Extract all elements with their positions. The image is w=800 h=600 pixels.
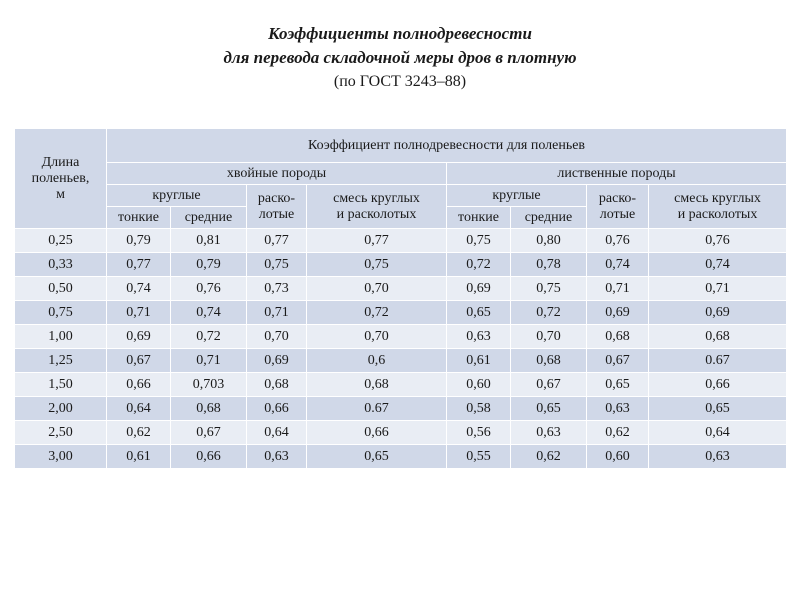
cell-value: 0,65 [511,397,587,421]
conifer-mix-line-1: смесь круглых [333,190,420,206]
cell-value: 0,67 [511,373,587,397]
table-row [15,277,787,301]
table-row [15,445,787,469]
length-header-line-2: поленьев, [31,170,90,186]
cell-value: 0,79 [107,229,171,253]
cell-value: 0,69 [587,301,649,325]
cell-length: 1,50 [15,373,107,397]
title-line-2: для перевода складочной меры дров в плотную [223,48,577,67]
deciduous-medium-header: средние [511,207,587,229]
cell-length: 1,25 [15,349,107,373]
cell-value: 0,72 [511,301,587,325]
cell-value: 0,70 [307,277,447,301]
cell-value: 0,70 [511,325,587,349]
cell-value: 0,703 [171,373,247,397]
table-row [15,301,787,325]
cell-value: 0,67 [171,421,247,445]
cell-value: 0,68 [171,397,247,421]
cell-value: 0,71 [107,301,171,325]
cell-value: 0,70 [247,325,307,349]
cell-value: 0,76 [171,277,247,301]
cell-value: 0,78 [511,253,587,277]
conifer-mix-line-2: и расколотых [336,206,417,222]
cell-value: 0,74 [107,277,171,301]
deciduous-split-header [587,185,649,229]
cell-value: 0,74 [587,253,649,277]
cell-value: 0,63 [649,445,787,469]
cell-value: 0,63 [511,421,587,445]
cell-value: 0,71 [171,349,247,373]
cell-value: 0,71 [649,277,787,301]
cell-length: 3,00 [15,445,107,469]
title-line-1: Коэффициенты полнодревесности [268,24,532,43]
cell-value: 0,61 [447,349,511,373]
cell-value: 0,66 [307,421,447,445]
conifer-thin-header: тонкие [107,207,171,229]
cell-value: 0,63 [447,325,511,349]
cell-value: 0,80 [511,229,587,253]
conifer-group-header: хвойные породы [107,163,447,185]
cell-value: 0,55 [447,445,511,469]
cell-value: 0,76 [587,229,649,253]
cell-length: 1,00 [15,325,107,349]
cell-value: 0,60 [587,445,649,469]
deciduous-group-header: лиственные породы [447,163,787,185]
conifer-split-header [247,185,307,229]
cell-value: 0,64 [649,421,787,445]
cell-value: 0,63 [247,445,307,469]
cell-value: 0.67 [649,349,787,373]
cell-value: 0,72 [171,325,247,349]
table-row [15,373,787,397]
cell-value: 0,60 [447,373,511,397]
cell-value: 0,66 [107,373,171,397]
cell-value: 0,66 [171,445,247,469]
cell-value: 0,63 [587,397,649,421]
cell-value: 0,65 [587,373,649,397]
title-block [0,22,800,94]
cell-value: 0,65 [307,445,447,469]
cell-length: 0,75 [15,301,107,325]
cell-value: 0.67 [307,397,447,421]
cell-value: 0,58 [447,397,511,421]
table-row [15,325,787,349]
cell-value: 0,67 [587,349,649,373]
cell-value: 0,75 [447,229,511,253]
conifer-medium-header: средние [171,207,247,229]
cell-value: 0,68 [511,349,587,373]
table-row [15,253,787,277]
cell-value: 0,62 [511,445,587,469]
cell-value: 0,68 [247,373,307,397]
table-row [15,397,787,421]
cell-value: 0,71 [587,277,649,301]
length-header-line-3: м [56,186,65,202]
deciduous-split-line-2: лотые [599,206,636,222]
cell-value: 0,73 [247,277,307,301]
cell-value: 0,74 [649,253,787,277]
table-row [15,229,787,253]
cell-value: 0,65 [447,301,511,325]
cell-value: 0,69 [247,349,307,373]
cell-value: 0,62 [587,421,649,445]
conifer-split-line-1: раско- [257,190,296,206]
cell-value: 0,69 [107,325,171,349]
cell-value: 0,79 [171,253,247,277]
cell-value: 0,77 [307,229,447,253]
deciduous-mix-header [649,185,787,229]
length-header-line-1: Длина [41,154,80,170]
cell-length: 0,25 [15,229,107,253]
cell-length: 2,00 [15,397,107,421]
cell-value: 0,64 [247,421,307,445]
cell-value: 0,69 [447,277,511,301]
cell-value: 0,66 [247,397,307,421]
cell-value: 0,68 [649,325,787,349]
cell-value: 0,64 [107,397,171,421]
cell-value: 0,74 [171,301,247,325]
cell-value: 0,77 [247,229,307,253]
cell-length: 2,50 [15,421,107,445]
cell-value: 0,75 [247,253,307,277]
cell-value: 0,76 [649,229,787,253]
cell-value: 0,75 [307,253,447,277]
deciduous-mix-line-1: смесь круглых [674,190,761,206]
cell-value: 0,81 [171,229,247,253]
cell-value: 0,6 [307,349,447,373]
table-row [15,349,787,373]
conifer-mix-header [307,185,447,229]
deciduous-split-line-1: раско- [598,190,637,206]
cell-value: 0,69 [649,301,787,325]
cell-value: 0,70 [307,325,447,349]
coefficient-table [14,128,787,469]
deciduous-thin-header: тонкие [447,207,511,229]
cell-value: 0,72 [307,301,447,325]
title-line-3: (по ГОСТ 3243–88) [333,73,467,90]
conifer-split-line-2: лотые [258,206,295,222]
cell-value: 0,68 [307,373,447,397]
cell-value: 0,75 [511,277,587,301]
length-column-header [15,129,107,229]
cell-value: 0,66 [649,373,787,397]
conifer-round-header: круглые [107,185,247,207]
cell-value: 0,61 [107,445,171,469]
cell-value: 0,71 [247,301,307,325]
cell-value: 0,56 [447,421,511,445]
cell-value: 0,65 [649,397,787,421]
cell-value: 0,68 [587,325,649,349]
table-row [15,421,787,445]
cell-value: 0,72 [447,253,511,277]
deciduous-mix-line-2: и расколотых [677,206,758,222]
cell-length: 0,33 [15,253,107,277]
cell-value: 0,62 [107,421,171,445]
cell-value: 0,67 [107,349,171,373]
deciduous-round-header: круглые [447,185,587,207]
main-header: Коэффициент полнодревесности для поленьев [107,129,787,163]
cell-length: 0,50 [15,277,107,301]
cell-value: 0,77 [107,253,171,277]
